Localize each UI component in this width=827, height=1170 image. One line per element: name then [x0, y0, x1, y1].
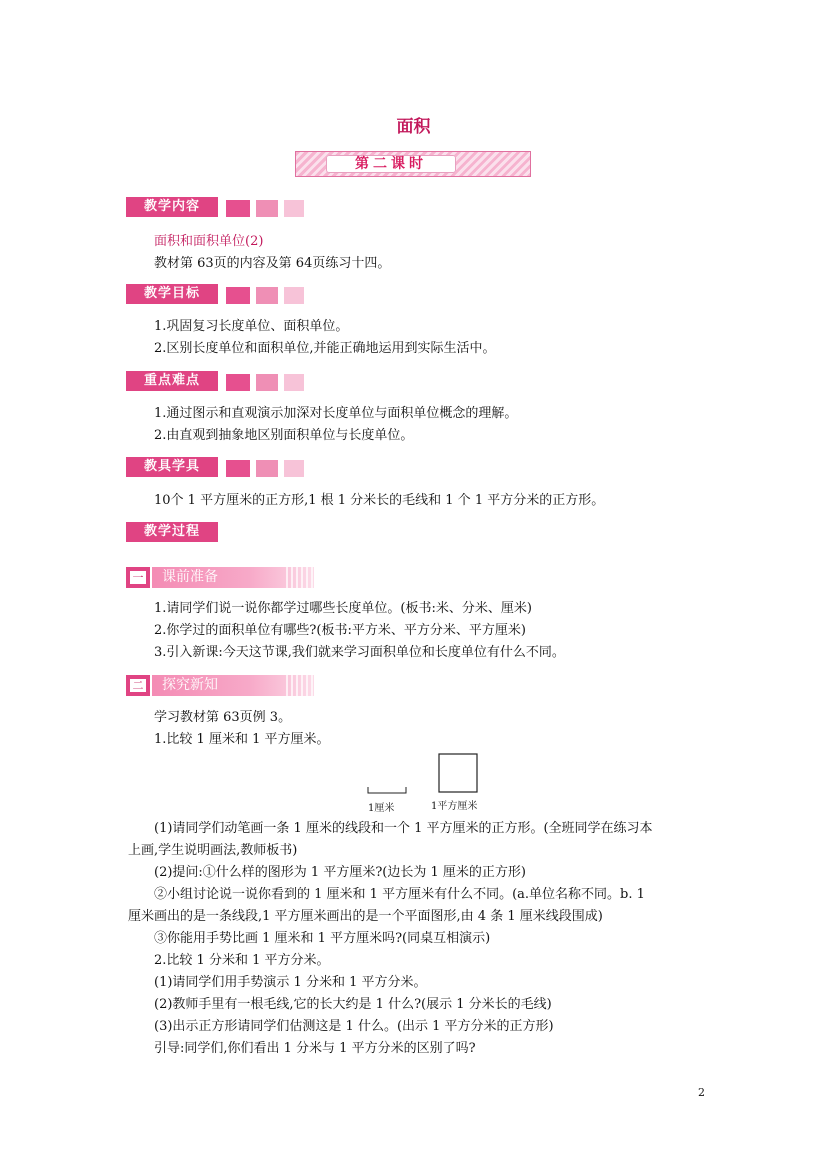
section-header-tools [126, 457, 306, 477]
section-label: 教学内容 [126, 197, 218, 217]
page-title: 面积 [396, 117, 431, 137]
section-header-process [126, 522, 220, 542]
keypoint-line: 1.通过图示和直观演示加深对长度单位与面积单位概念的理解。 [154, 406, 518, 421]
segment-bracket [368, 787, 406, 793]
goal-line: 2.区别长度单位和面积单位,并能正确地运用到实际生活中。 [154, 341, 496, 356]
prep-line: 1.请同学们说一说你都学过哪些长度单位。(板书:米、分米、厘米) [154, 601, 532, 616]
explore-line: 1.比较 1 厘米和 1 平方厘米。 [154, 732, 330, 747]
section-header-keypoints [126, 371, 306, 391]
section-header-goals [126, 284, 306, 304]
step-label: 课前准备 [162, 569, 218, 585]
body-line: ③你能用手势比画 1 厘米和 1 平方厘米吗?(同桌互相演示) [154, 931, 491, 946]
body-line: (3)出示正方形请同学们估测这是 1 什么。(出示 1 平方分米的正方形) [154, 1019, 554, 1034]
step-label: 探究新知 [162, 677, 218, 693]
content-line: 教材第 63页的内容及第 64页练习十四。 [154, 256, 391, 271]
square-shape [439, 754, 477, 792]
body-line: 引导:同学们,你们看出 1 分米与 1 平方分米的区别了吗? [154, 1041, 476, 1056]
square-label: 1平方厘米 [431, 801, 478, 812]
section-header-content [126, 197, 306, 217]
lesson-banner [295, 151, 531, 177]
content-line: 面积和面积单位(2) [154, 234, 264, 249]
section-label: 教具学具 [126, 457, 218, 477]
section-label: 重点难点 [126, 371, 218, 391]
prep-line: 3.引入新课:今天这节课,我们就来学习面积单位和长度单位有什么不同。 [154, 645, 565, 660]
section-label: 教学目标 [126, 284, 218, 304]
step-header-prep [126, 567, 314, 588]
section-label: 教学过程 [126, 522, 218, 542]
body-line: (2)教师手里有一根毛线,它的长大约是 1 什么?(展示 1 分米长的毛线) [154, 997, 552, 1012]
segment-label: 1厘米 [368, 803, 395, 814]
body-line: 厘米画出的是一条线段,1 平方厘米画出的是一个平面图形,由 4 条 1 厘米线段围成) [128, 909, 603, 924]
body-line: 2.比较 1 分米和 1 平方分米。 [154, 953, 330, 968]
step-header-explore [126, 675, 314, 696]
body-line: (1)请同学们动笔画一条 1 厘米的线段和一个 1 平方厘米的正方形。(全班同学在练习本 [154, 821, 653, 836]
page-number: 2 [698, 1086, 705, 1099]
prep-line: 2.你学过的面积单位有哪些?(板书:平方米、平方分米、平方厘米) [154, 623, 526, 638]
step-number: 二 [130, 679, 146, 692]
goal-line: 1.巩固复习长度单位、面积单位。 [154, 319, 349, 334]
body-line: 上画,学生说明画法,教师板书) [128, 843, 298, 858]
tool-line: 10个 1 平方厘米的正方形,1 根 1 分米长的毛线和 1 个 1 平方分米的正方形。 [154, 493, 605, 508]
body-line: (1)请同学们用手势演示 1 分米和 1 平方分米。 [154, 975, 427, 990]
body-line: ②小组讨论说一说你看到的 1 厘米和 1 平方厘米有什么不同。(a.单位名称不同。b. 1 [154, 887, 645, 902]
body-line: (2)提问:①什么样的图形为 1 平方厘米?(边长为 1 厘米的正方形) [154, 865, 526, 880]
step-number: 一 [130, 571, 146, 584]
banner-text: 第二课时 [355, 156, 427, 172]
keypoint-line: 2.由直观到抽象地区别面积单位与长度单位。 [154, 428, 414, 443]
explore-line: 学习教材第 63页例 3。 [154, 710, 292, 725]
